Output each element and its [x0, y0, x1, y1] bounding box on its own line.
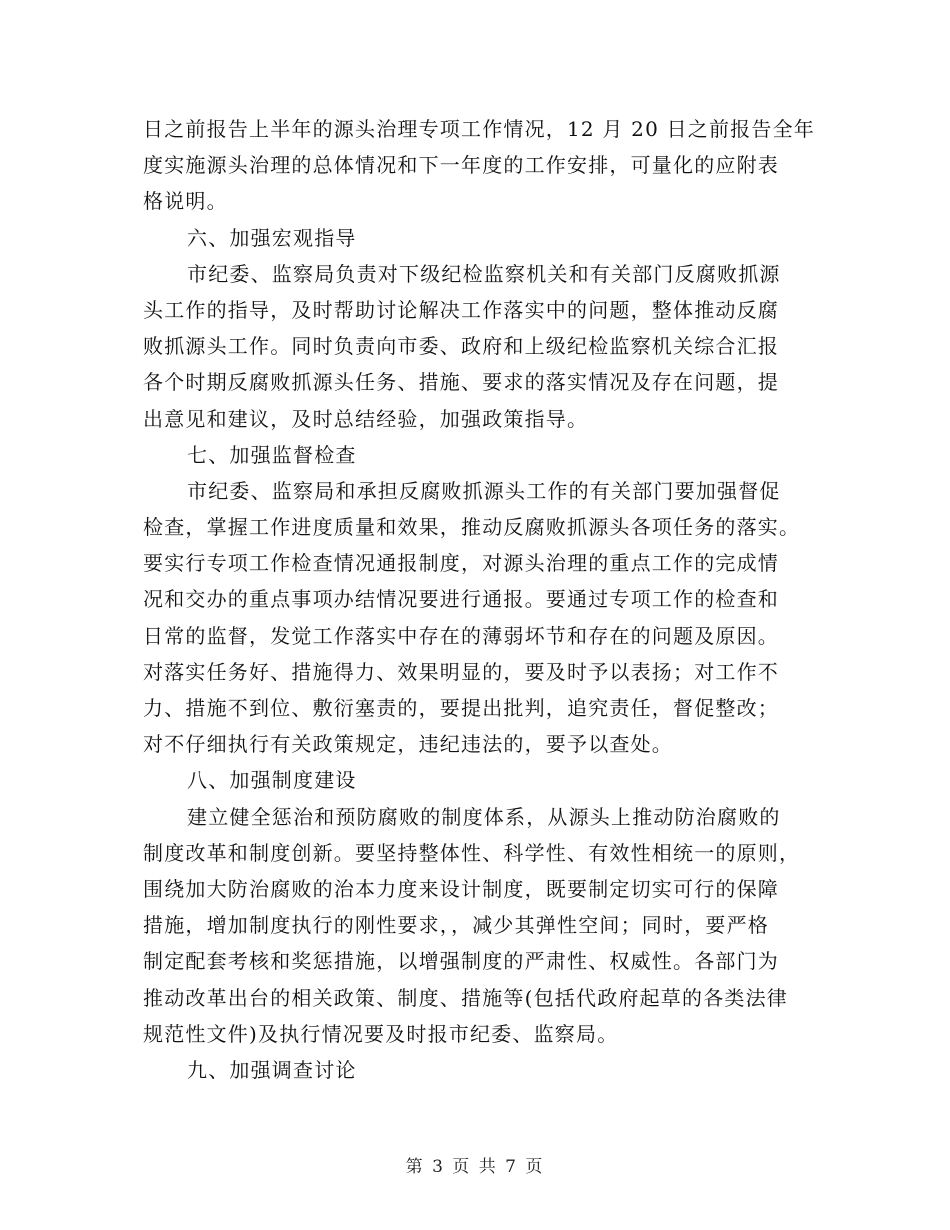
text-line-7: 败抓源头工作。同时负责向市委、政府和上级纪检监察机关综合汇报 [143, 334, 779, 359]
text-line-24: 制定配套考核和奖惩措施，以增强制度的严肃性、权威性。各部门为 [143, 949, 779, 974]
text-line-9: 出意见和建议，及时总结经验，加强政策指导。 [143, 406, 589, 431]
section-heading-9: 九、加强调查讨论 [187, 1057, 357, 1082]
section-heading-7: 七、加强监督检查 [187, 442, 357, 467]
text-line-6: 头工作的指导，及时帮助讨论解决工作落实中的问题，整体推动反腐 [143, 297, 779, 322]
text-line-23: 措施，增加制度执行的刚性要求，，减少其弹性空间；同时，要严格 [143, 913, 769, 938]
text-line-15: 日常的监督，发觉工作落实中存在的薄弱坏节和存在的问题及原因。 [143, 623, 779, 648]
text-line-22: 围绕加大防治腐败的治本力度来设计制度，既要制定切实可行的保障 [143, 876, 779, 901]
text-line-25: 推动改革出台的相关政策、制度、措施等(包括代政府起草的各类法律 [143, 985, 789, 1010]
text-line-2: 度实施源头治理的总体情况和下一年度的工作安排，可量化的应附表 [143, 153, 779, 178]
text-line-17: 力、措施不到位、敷衍塞责的，要提出批判，追究责任，督促整改； [143, 696, 779, 720]
text-line-1: 日之前报告上半年的源头治理专项工作情况，12 月 20 日之前报告全年 [143, 117, 815, 141]
section-heading-6: 六、加强宏观指导 [187, 225, 357, 250]
section-heading-8: 八、加强制度建设 [187, 768, 357, 793]
text-line-11: 市纪委、监察局和承担反腐败抓源头工作的有关部门要加强督促 [187, 478, 781, 503]
text-line-8: 各个时期反腐败抓源头任务、措施、要求的落实情况及存在问题，提 [143, 370, 779, 395]
text-line-12: 检查，掌握工作进度质量和效果，推动反腐败抓源头各项任务的落实。 [143, 515, 801, 540]
text-line-14: 况和交办的重点事项办结情况要进行通报。要通过专项工作的检查和 [143, 587, 779, 612]
text-line-18: 对不仔细执行有关政策规定，违纪违法的，要予以查处。 [143, 732, 673, 757]
body-text [143, 111, 813, 1088]
text-line-16: 对落实任务好、措施得力、效果明显的，要及时予以表扬；对工作不 [143, 659, 779, 684]
text-line-13: 要实行专项工作检查情况通报制度，对源头治理的重点工作的完成情 [143, 551, 779, 576]
text-line-20: 建立健全惩治和预防腐败的制度体系，从源头上推动防治腐败的 [187, 804, 781, 829]
text-line-21: 制度改革和制度创新。要坚持整体性、科学性、有效性相统一的原则， [143, 840, 801, 865]
text-line-5: 市纪委、监察局负责对下级纪检监察机关和有关部门反腐败抓源 [187, 261, 781, 286]
text-line-3: 格说明。 [143, 189, 228, 214]
text-line-26: 规范性文件)及执行情况要及时报市纪委、监察局。 [143, 1021, 619, 1046]
page-number-footer: 第 3 页 共 7 页 [405, 1157, 545, 1177]
